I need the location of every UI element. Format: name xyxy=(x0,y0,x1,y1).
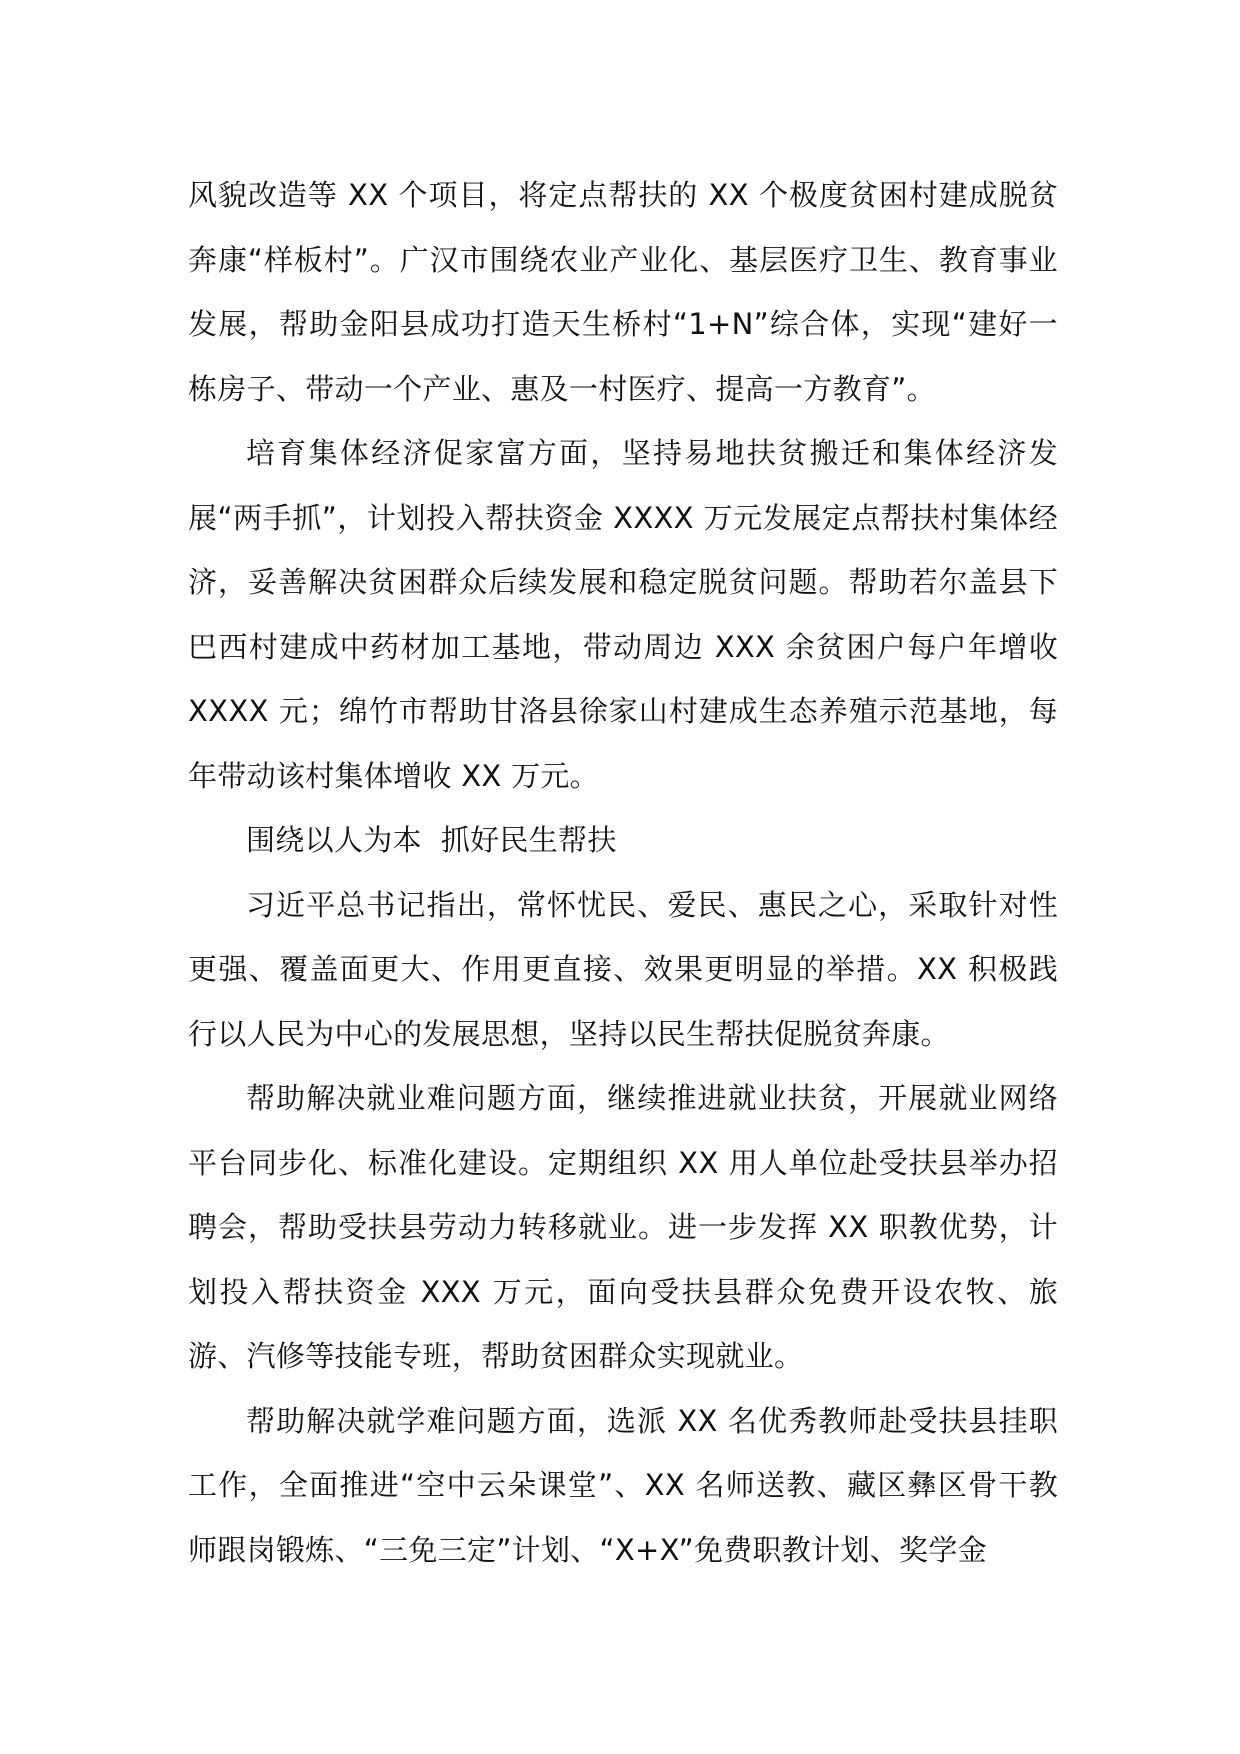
paragraph-4: 帮助解决就业难问题方面，继续推进就业扶贫，开展就业网络平台同步化、标准化建设。定期组织 XX 用人单位赴受扶县举办招聘会，帮助受扶县劳动力转移就业。进一步发挥 XX 职教优势，计划投入帮扶资金 XXX 万元，面向受扶县群众免费开设农牧、旅游、汽修等技能专班，帮助贫困群众实现就业。 xyxy=(188,1081,1058,1373)
paragraph-1: 风貌改造等 XX 个项目，将定点帮扶的 XX 个极度贫困村建成脱贫奔康“样板村”。广汉市围绕农业产业化、基层医疗卫生、教育事业发展，帮助金阳县成功打造天生桥村“1+N”综合体，实现“建好一栋房子、带动一个产业、惠及一村医疗、提高一方教育”。 xyxy=(188,178,1058,406)
document-body xyxy=(188,163,1058,1582)
paragraph-5: 帮助解决就学难问题方面，选派 XX 名优秀教师赴受扶县挂职工作，全面推进“空中云朵课堂”、XX 名师送教、藏区彝区骨干教师跟岗锻炼、“三免三定”计划、“X+X”免费职教计划、奖学金 xyxy=(188,1403,1058,1567)
paragraph-3: 习近平总书记指出，常怀忧民、爱民、惠民之心，采取针对性更强、覆盖面更大、作用更直接、效果更明显的举措。XX 积极践行以人民为中心的发展思想，坚持以民生帮扶促脱贫奔康。 xyxy=(188,887,1058,1051)
section-heading: 围绕以人为本 抓好民生帮扶 xyxy=(246,823,617,857)
paragraph-2: 培育集体经济促家富方面，坚持易地扶贫搬迁和集体经济发展“两手抓”，计划投入帮扶资金 XXXX 万元发展定点帮扶村集体经济，妥善解决贫困群众后续发展和稳定脱贫问题。帮助若尔盖县下巴西村建成中药材加工基地，带动周边 XXX 余贫困户每户年增收 XXXX 元；绵竹市帮助甘洛县徐家山村建成生态养殖示范基地，每年带动该村集体增收 XX 万元。 xyxy=(188,436,1058,793)
